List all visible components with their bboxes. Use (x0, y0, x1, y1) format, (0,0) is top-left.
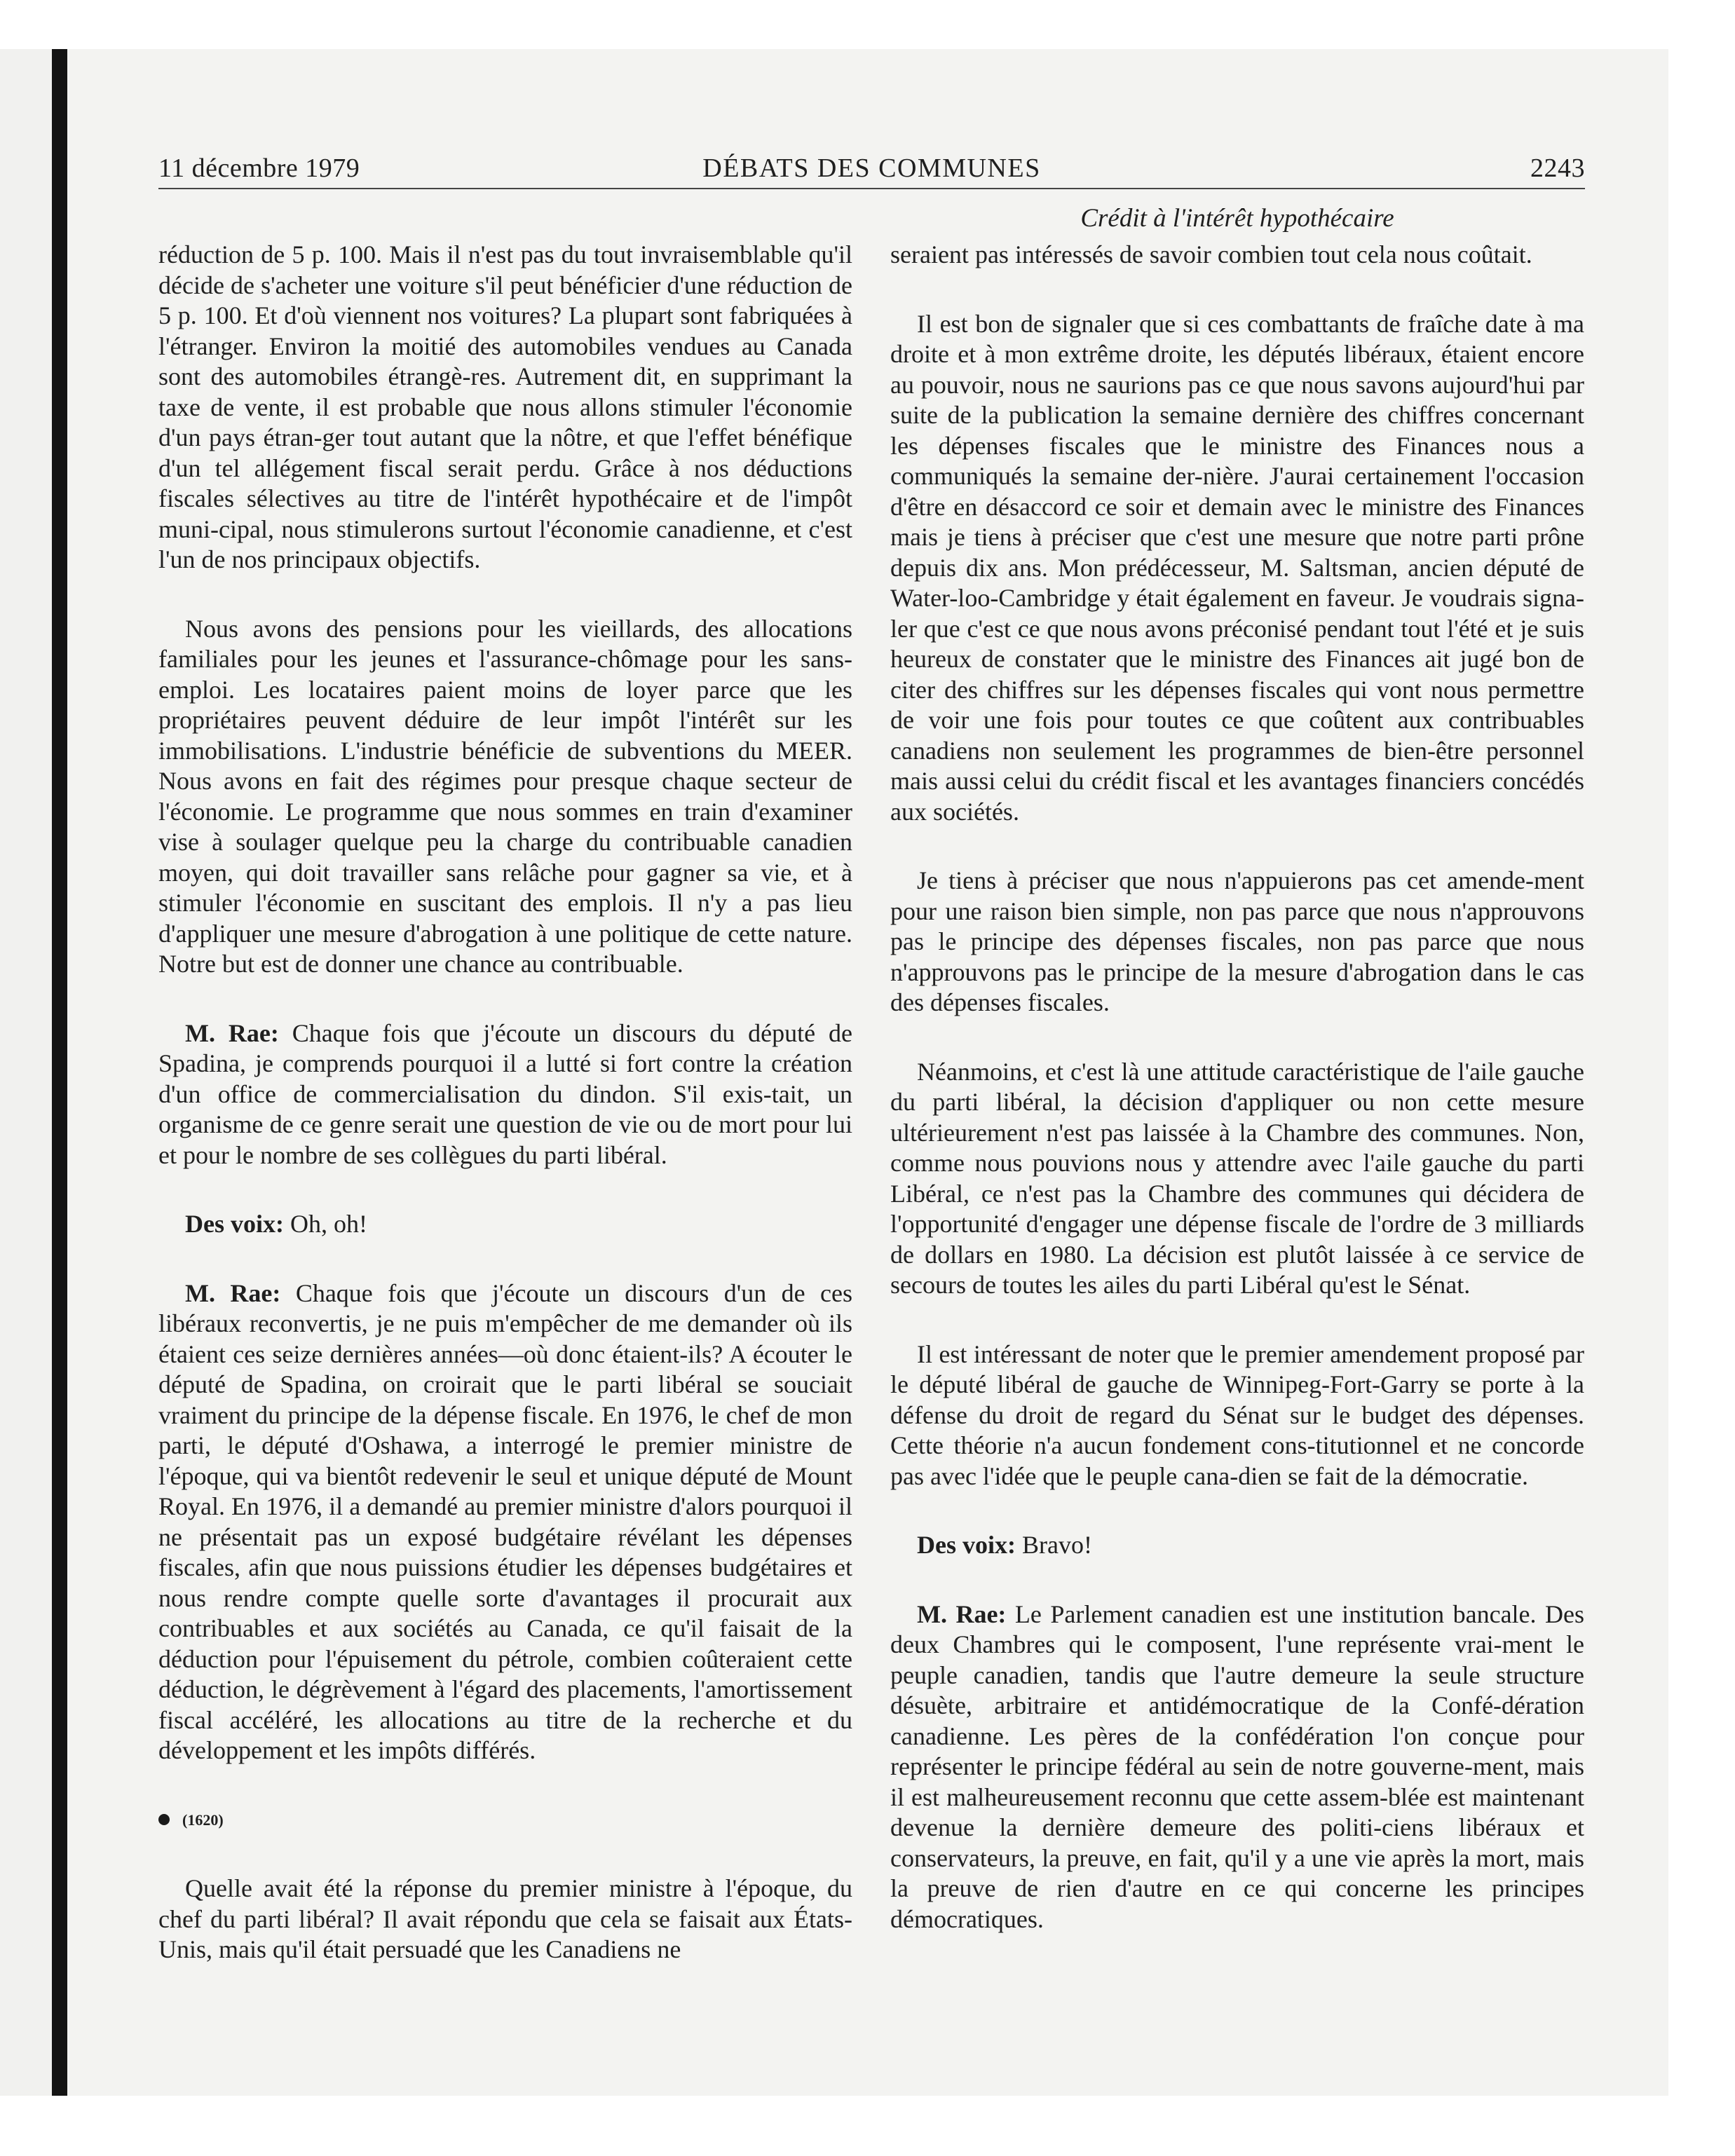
paragraph: Néanmoins, et c'est là une attitude caractéristique de l'aile gauche du parti libéral, la décision d'appliquer ou non cette mesure ultérieurement n'est pas laissée à la Chambre des communes. Non, comme nous pouvions nous y attendre avec l'aile gauche du parti Libéral, ce n'est pas la Chambre des communes qui décidera de l'opportunité d'engager une dépense fiscale de l'ordre de 3 milliards de dollars en 1980. La décision est plutôt laissée à ce service de secours de toutes les ailes du parti Libéral qu'est le Sénat. (890, 1057, 1584, 1299)
header-title: DÉBATS DES COMMUNES (702, 153, 1041, 183)
running-header (158, 149, 1585, 189)
paragraph: Il est bon de signaler que si ces combattants de fraîche date à ma droite et à mon extrême droite, les députés libéraux, étaient encore au pouvoir, nous ne saurions pas ce que nous savons aujourd'hui par suite de la publication la semaine dernière des chiffres concernant les dépenses fiscales que le ministre des Finances nous a communiqués la semaine der-nière. J'aurai certainement l'occasion d'être en désaccord ce soir et demain avec le ministre des Finances mais je tiens à préciser que c'est une mesure que notre parti prône depuis dix ans. Mon prédécesseur, M. Saltsman, ancien député de Water-loo-Cambridge y était également en faveur. Je voudrais signa-ler que c'est ce que nous avons préconisé pendant tout l'été et je suis heureux de constater que le ministre des Finances ait jugé bon de citer des chiffres sur les dépenses fiscales qui vont nous permettre de voir une fois pour toutes ce que coûtent aux contribuables canadiens non seulement les programmes de bien-être personnel mais aussi celui du crédit fiscal et les avantages financiers concédés aux sociétés. (890, 309, 1584, 826)
bullet-icon (158, 1814, 170, 1825)
speech-paragraph (158, 1209, 852, 1240)
scan-top-margin (0, 0, 1735, 49)
speech-paragraph (890, 1599, 1584, 1935)
speech-text: Bravo! (1021, 1531, 1092, 1559)
speaker-name: M. Rae: (185, 1278, 281, 1307)
paragraph: Il est intéressant de noter que le premier amendement proposé par le député libéral de gauche de Winnipeg-Fort-Garry se porte à la défense du droit de regard du Sénat sur le budget des dépenses. Cette théorie n'a aucun fondement cons-titutionnel et ne concorde pas avec l'idée que le peuple cana-dien se fait de la démocratie. (890, 1339, 1584, 1490)
paragraph: Nous avons des pensions pour les vieillards, des allocations familiales pour les jeunes et l'assurance-chômage pour les sans-emploi. Les locataires paient moins de loyer parce que les propriétaires peuvent déduire de leur impôt l'intérêt sur les immobilisations. L'industrie bénéficie de subventions du MEER. Nous avons en fait des régimes pour presque chaque secteur de l'économie. Le programme que nous sommes en train d'examiner vise à soulager quelque peu la charge du contribuable canadien moyen, qui doit travailler sans relâche pour gagner sa vie, et à stimuler l'économie en suscitant des emplois. Il n'y a pas lieu d'appliquer une mesure d'abrogation à une politique de cette nature. Notre but est de donner une chance au contribuable. (158, 614, 852, 978)
page-number: 2243 (1530, 153, 1585, 183)
paragraph: réduction de 5 p. 100. Mais il n'est pas du tout invraisemblable qu'il décide de s'acheter une voiture s'il peut bénéficier d'une réduction de 5 p. 100. Et d'où viennent nos voitures? La plupart sont fabriquées à l'étranger. Environ la moitié des automobiles vendues au Canada sont des automobiles étrangè-res. Autrement dit, en supprimant la taxe de vente, il est probable que nous allons stimuler l'économie d'un pays étran-ger tout autant que la nôtre, et que l'effet bénéfique d'un tel allégement fiscal serait perdu. Grâce à nos déductions fiscales sélectives au titre de l'intérêt hypothécaire et de l'impôt muni-cipal, nous stimulerons surtout l'économie canadienne, et c'est l'un de nos principaux objectifs. (158, 240, 852, 573)
paragraph: Je tiens à préciser que nous n'appuierons pas cet amende-ment pour une raison bien simple, non pas parce que nous n'approuvons pas le principe des dépenses fiscales, non pas parce que nous n'approuvons pas le principe de la mesure d'abrogation dans le cas des dépenses fiscales. (890, 866, 1584, 1016)
scan-right-margin (1668, 49, 1735, 2156)
header-date: 11 décembre 1979 (158, 153, 360, 183)
right-column (890, 240, 1584, 1973)
left-column (158, 240, 852, 2004)
time-marker (158, 1805, 852, 1836)
subject-heading: Crédit à l'intérêt hypothécaire (1080, 204, 1394, 233)
speech-paragraph (158, 1018, 852, 1171)
paragraph: Quelle avait été la réponse du premier ministre à l'époque, du chef du parti libéral? Il avait répondu que cela se faisait aux États-Unis, mais qu'il était persuadé que les Canadiens ne (158, 1874, 852, 1963)
speech-paragraph (158, 1278, 852, 1766)
speech-paragraph (890, 1530, 1584, 1561)
speaker-name: M. Rae: (917, 1599, 1007, 1628)
speech-text: Chaque fois que j'écoute un discours d'un de ces libéraux reconvertis, je ne puis m'empêcher de me demander où ils étaient ces seize dernières années—où donc étaient-ils? A écouter le député de Spadina, on croirait que le parti libéral se souciait vraiment du principe de la dépense fiscale. En 1976, le chef de mon parti, le député d'Oshawa, a interrogé le premier ministre de l'époque, qui va bientôt redevenir le seul et unique député de Mount Royal. En 1976, il a demandé au premier ministre d'alors pourquoi il ne présentait pas un exposé budgétaire révélant les dépenses fiscales, afin que nous puissions étudier les dépenses budgétaires et nous rendre compte quelle sorte d'avantages il procurait aux contribuables et aux sociétés au Canada, ce qu'il faisait de la déduction pour l'épuisement du pétrole, combien coûteraient cette déduction, le dégrèvement à l'égard des placements, l'amortissement fiscal accéléré, les allocations au titre de la recherche et du développement et les impôts différés. (158, 1278, 853, 1764)
scan-bottom-margin (0, 2096, 1735, 2156)
speech-text: Le Parlement canadien est une institution bancale. Des deux Chambres qui le composent, l'une représente vrai-ment le peuple canadien, tandis que l'autre demeure la seule structure désuète, arbitraire et antidémocratique de la Confé-dération canadienne. Les pères de la confédération l'on conçue pour représenter le principe fédéral au sein de notre gouverne-ment, mais il est malheureusement reconnu que cette assem-blée est maintenant devenue la dernière demeure des politi-ciens libéraux et conservateurs, la preuve, en fait, qu'il y a une vie après la mort, mais la preuve de rien d'autre en ce qui concerne les principes démocratiques. (890, 1599, 1585, 1933)
time-marker-text: (1620) (182, 1810, 224, 1829)
speaker-name: M. Rae: (185, 1018, 279, 1047)
speaker-name: Des voix: (917, 1531, 1016, 1559)
scan-left-edge (52, 49, 67, 2096)
speech-text: Oh, oh! (290, 1210, 367, 1238)
paragraph: seraient pas intéressés de savoir combien tout cela nous coûtait. (890, 240, 1532, 268)
speaker-name: Des voix: (185, 1210, 284, 1238)
speech-text: Chaque fois que j'écoute un discours du député de Spadina, je comprends pourquoi il a lutté si fort contre la création d'un office de commercialisation du dindon. S'il exis-tait, un organisme de ce genre serait une question de vie ou de mort pour lui et pour le nombre de ses collègues du parti libéral. (158, 1018, 852, 1169)
